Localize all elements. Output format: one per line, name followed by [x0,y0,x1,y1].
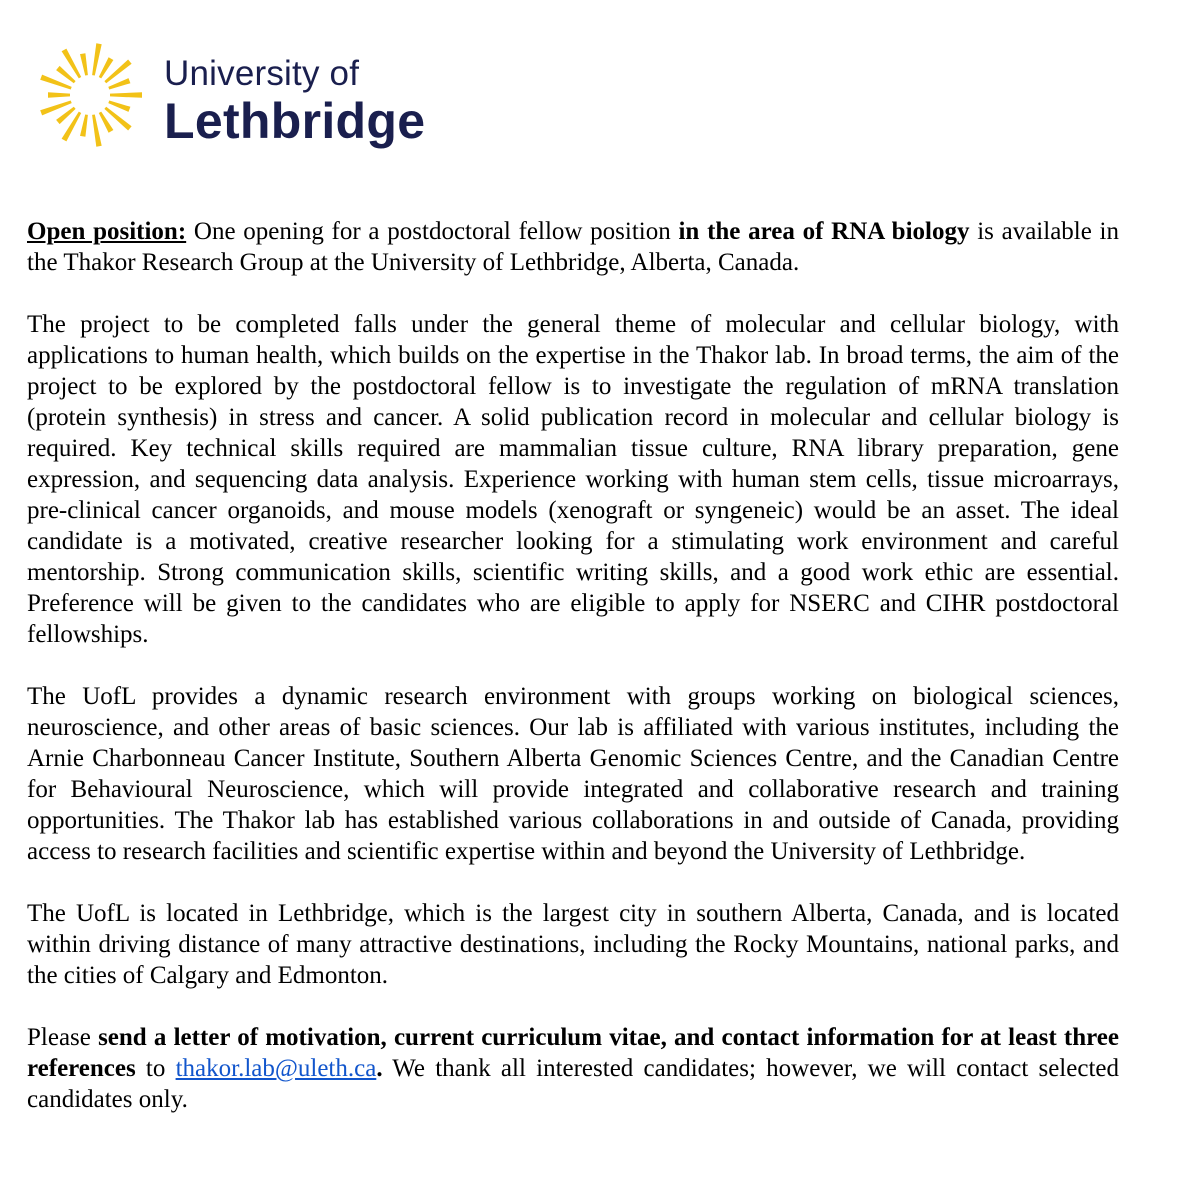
application-requirements: send a letter of motivation, current curriculum vitae, and contact information for at least three references [27,1024,1119,1082]
logo-line-university-of: University of [164,54,360,93]
logo-wordmark [164,54,425,148]
logo-line-lethbridge: Lethbridge [164,93,426,149]
application-text-a: Please [27,1024,99,1051]
sunburst-ray [80,115,88,137]
sunburst-icon [28,40,152,150]
application-paragraph [27,1022,1119,1115]
location-paragraph: The UofL is located in Lethbridge, which is the largest city in southern Alberta, Canada, and is located within driving distance of many attractive destinations, including the Rocky Mountains, national parks, and the cities of Calgary and Edmonton. [27,900,1119,989]
sunburst-ray [92,43,102,75]
environment-paragraph: The UofL provides a dynamic research environment with groups working on biological sciences, neuroscience, and other areas of basic sciences. Our lab is affiliated with various institutes, including the Arnie Charbonneau Cancer Institute, Southern Alberta Genomic Sciences Centre, and the Canadian Centre for Behavioural Neuroscience, which will provide integrated and collaborative research and training opportunities. The Thakor lab has established various collaborations in and outside of Canada, providing access to research facilities and scientific expertise within and beyond the University of Lethbridge. [27,683,1119,865]
sunburst-ray [110,92,142,98]
research-area-highlight: in the area of RNA biology [678,218,970,245]
intro-paragraph [27,216,1119,278]
intro-text-a: One opening for a postdoctoral fellow position [186,218,679,245]
application-text-c: We thank all interested candidates; however, we will contact selected candidates only. [27,1055,1119,1113]
project-paragraph: The project to be completed falls under the general theme of molecular and cellular biology, with applications to human health, which builds on the expertise in the Thakor lab. In broad terms, the aim of the project to be explored by the postdoctoral fellow is to investigate the regulation of mRNA translation (protein synthesis) in stress and cancer. A solid publication record in molecular and cellular biology is required. Key technical skills required are mammalian tissue culture, RNA library preparation, gene expression, and sequencing data analysis. Experience working with human stem cells, tissue microarrays, pre-clinical cancer organoids, and mouse models (xenograft or syngeneic) would be an asset. The ideal candidate is a motivated, creative researcher looking for a stimulating work environment and careful mentorship. Strong communication skills, scientific writing skills, and a good work ethic are essential. Preference will be given to the candidates who are eligible to apply for NSERC and CIHR postdoctoral fellowships. [27,311,1119,648]
application-period: . [376,1055,383,1082]
intro-text-b: is available in the Thakor Research Group at the University of Lethbridge, Alberta, Canada. [27,218,1120,276]
sunburst-ray [92,115,102,147]
university-logo [28,40,448,150]
sunburst-ray [108,101,130,112]
sunburst-ray [48,92,70,98]
sunburst-ray [108,78,130,89]
job-posting-body [27,216,1119,1115]
contact-email-link[interactable]: thakor.lab@uleth.ca [175,1055,377,1082]
open-position-label: Open position: [27,218,187,245]
application-text-b: to [135,1055,176,1082]
sunburst-ray [80,53,88,75]
